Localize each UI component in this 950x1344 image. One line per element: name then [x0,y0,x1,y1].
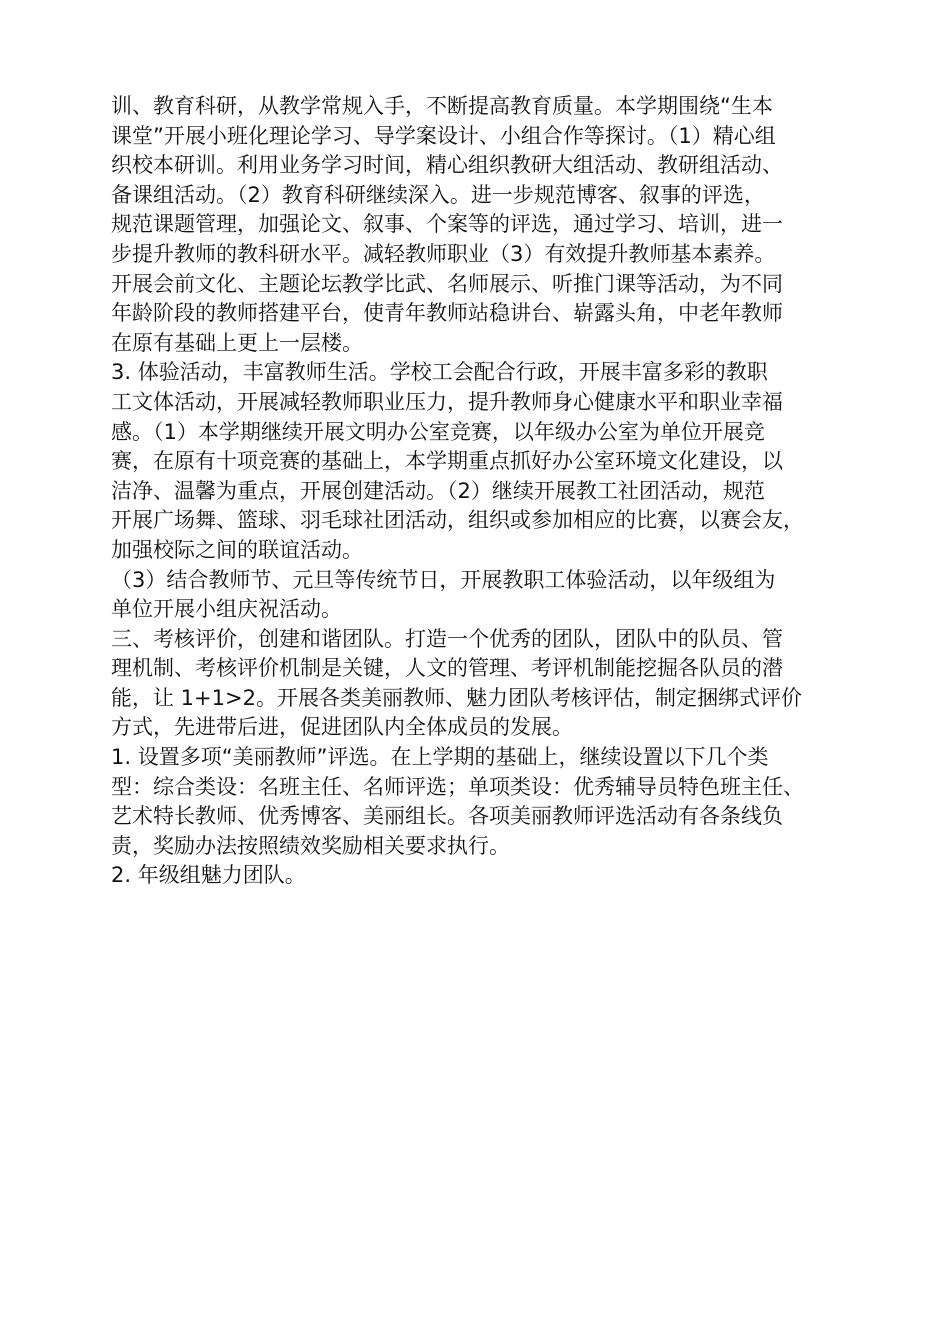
text-line-14: 洁净、温馨为重点，开展创建活动。（2）继续开展教工社团活动，规范 [111,478,765,503]
text-line-27: 2. 年级组魅力团队。 [111,863,306,888]
text-line-22: 方式，先进带后进，促进团队内全体成员的发展。 [111,715,573,740]
text-line-3: 织校本研训。利用业务学习时间，精心组织教研大组活动、教研组活动、 [111,153,783,178]
text-line-23: 1. 设置多项“美丽教师”评选。在上学期的基础上，继续设置以下几个类 [111,745,769,770]
text-line-21: 能，让 1+1>2。开展各类美丽教师、魅力团队考核评估，制定捆绑式评价 [111,685,802,710]
text-line-16: 加强校际之间的联谊活动。 [111,537,363,562]
text-line-8: 年龄阶段的教师搭建平台，使青年教师站稳讲台、崭露头角，中老年教师 [111,301,783,326]
text-line-11: 工文体活动，开展减轻教师职业压力，提升教师身心健康水平和职业幸福 [111,389,783,414]
text-line-12: 感。（1）本学期继续开展文明办公室竞赛，以年级办公室为单位开展竞 [111,419,765,444]
text-line-13: 赛，在原有十项竞赛的基础上，本学期重点抓好办公室环境文化建设，以 [111,449,783,474]
text-line-9: 在原有基础上更上一层楼。 [111,330,363,355]
text-line-26: 责，奖励办法按照绩效奖励相关要求执行。 [111,833,510,858]
text-line-10: 3. 体验活动，丰富教师生活。学校工会配合行政，开展丰富多彩的教职 [111,360,768,385]
text-line-5: 规范课题管理，加强论文、叙事、个案等的评选，通过学习、培训，进一 [111,212,783,237]
text-line-7: 开展会前文化、主题论坛教学比武、名师展示、听推门课等活动，为不同 [111,271,783,296]
text-line-18: 单位开展小组庆祝活动。 [111,597,342,622]
text-line-20: 理机制、考核评价机制是关键，人文的管理、考评机制能挖掘各队员的潜 [111,656,783,681]
text-line-4: 备课组活动。（2）教育科研继续深入。进一步规范博客、叙事的评选， [111,182,765,207]
text-line-15: 开展广场舞、篮球、羽毛球社团活动，组织或参加相应的比赛，以赛会友， [111,508,804,533]
text-line-19: 三、考核评价，创建和谐团队。打造一个优秀的团队，团队中的队员、管 [111,626,783,651]
text-line-6: 步提升教师的教科研水平。减轻教师职业（3）有效提升教师基本素养。 [111,241,776,266]
text-line-24: 型：综合类设：名班主任、名师评选；单项类设：优秀辅导员特色班主任、 [111,774,804,799]
document-body [111,92,891,891]
text-line-1: 训、教育科研，从教学常规入手，不断提高教育质量。本学期围绕“生本 [111,94,773,118]
text-line-2: 课堂”开展小班化理论学习、导学案设计、小组合作等探讨。（1）精心组 [111,123,776,148]
text-line-25: 艺术特长教师、优秀博客、美丽组长。各项美丽教师评选活动有各条线负 [111,804,783,829]
text-line-17: （3）结合教师节、元旦等传统节日，开展教职工体验活动，以年级组为 [111,567,776,592]
